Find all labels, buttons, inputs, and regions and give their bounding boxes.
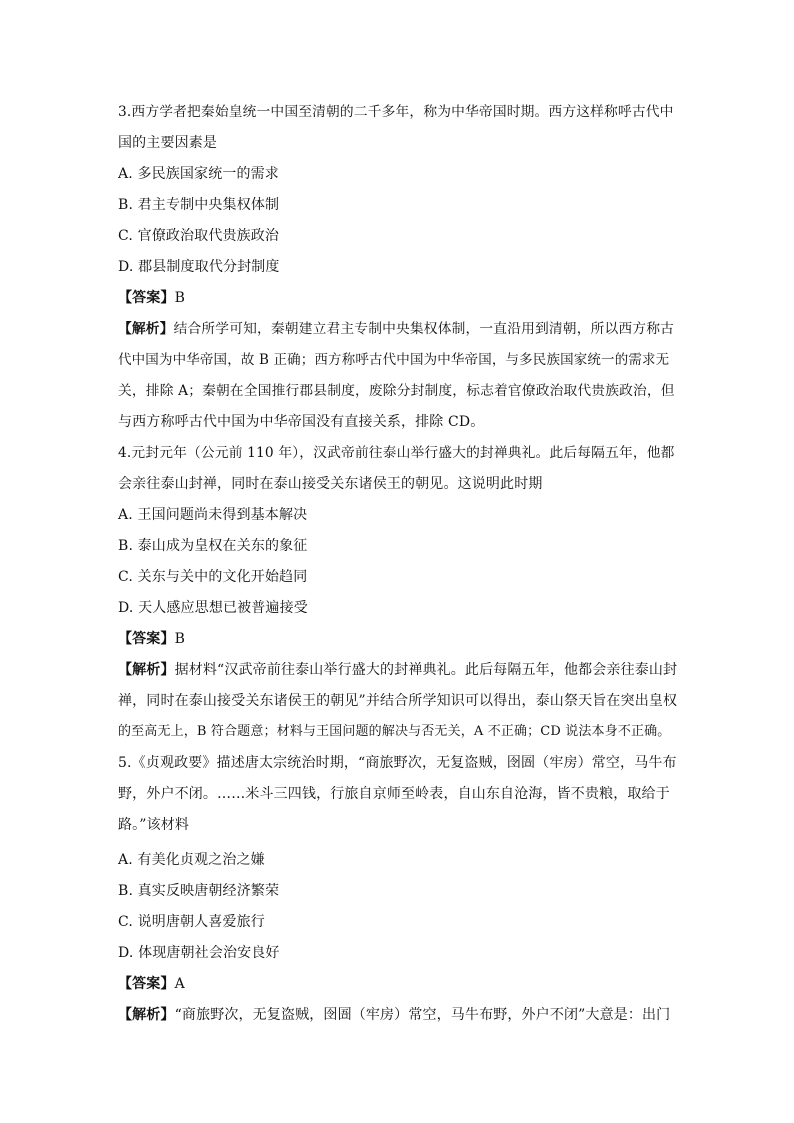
q5-option-d: D. 体现唐朝社会治安良好 [118, 945, 280, 961]
q3-analysis-line-2: 代中国为中华帝国，故 B 正确；西方称呼古代中国为中华帝国，与多民族国家统一的需求无 [118, 352, 670, 368]
answer-value: A [174, 976, 185, 992]
q3-option-a: A. 多民族国家统一的需求 [118, 166, 279, 182]
q3-analysis-line-3: 关，排除 A；秦朝在全国推行郡县制度，废除分封制度，标志着官僚政治取代贵族政治，但 [118, 383, 675, 399]
answer-tag: 【答案】 [118, 976, 175, 992]
q5-stem-line-3: 路。”该材料 [118, 817, 190, 833]
q3-analysis-line-1 [118, 319, 678, 339]
q4-answer [118, 629, 678, 649]
answer-value: B [174, 290, 186, 306]
q3-option-d: D. 郡县制度取代分封制度 [118, 259, 280, 275]
q5-option-c: C. 说明唐朝人喜爱旅行 [118, 914, 265, 930]
q5-analysis-line-1 [118, 1005, 678, 1025]
q5-stem-line-1: 5.《贞观政要》描述唐太宗统治时期，“商旅野次，无复盗贼，囹圄（牢房）常空，马牛布 [118, 755, 677, 771]
q4-analysis-line-3: 的至高无上，B 符合题意；材料与王国问题的解决与否无关，A 不正确；CD 说法本身不正确。 [118, 724, 671, 739]
q3-option-b: B. 君主专制中央集权体制 [118, 197, 280, 213]
q3-analysis-line-4: 与西方称呼古代中国为中华帝国没有直接关系，排除 CD。 [118, 414, 485, 430]
q3-answer [118, 288, 678, 308]
q3-stem-line-1: 3.西方学者把秦始皇统一中国至清朝的二千多年，称为中华帝国时期。西方这样称呼古代中 [118, 104, 674, 120]
q5-option-b: B. 真实反映唐朝经济繁荣 [118, 883, 280, 899]
q3-stem-line-2: 国的主要因素是 [118, 135, 218, 151]
answer-tag: 【答案】 [118, 631, 175, 647]
q4-analysis-line-2: 禅，同时在泰山接受关东诸侯王的朝见”并结合所学知识可以得出，泰山祭天旨在突出皇权 [118, 693, 678, 709]
analysis-tag: 【解析】 [118, 321, 174, 337]
q4-option-a: A. 王国问题尚未得到基本解决 [118, 507, 308, 523]
q4-option-d: D. 天人感应思想已被普遍接受 [118, 600, 308, 616]
analysis-text: 结合所学可知，秦朝建立君主专制中央集权体制，一直沿用到清朝，所以西方称古 [173, 321, 675, 337]
q5-stem-line-2: 野，外户不闭。……米斗三四钱，行旅自京师至岭表，自山东自沧海，皆不贵粮，取给于 [118, 786, 670, 802]
q4-stem-line-1: 4.元封元年（公元前 110 年），汉武帝前往泰山举行盛大的封禅典礼。此后每隔五年，他都 [118, 445, 675, 461]
q3-option-c: C. 官僚政治取代贵族政治 [118, 228, 280, 244]
q5-answer [118, 974, 678, 994]
q4-analysis-line-1 [118, 660, 678, 680]
analysis-tag: 【解析】 [118, 662, 175, 678]
analysis-text: “商旅野次，无复盗贼，囹圄（牢房）常空，马牛布野，外户不闭”大意是：出门 [174, 1007, 671, 1023]
q4-option-b: B. 泰山成为皇权在关东的象征 [118, 538, 308, 554]
answer-tag: 【答案】 [118, 290, 175, 306]
q4-stem-line-2: 会亲往泰山封禅，同时在泰山接受关东诸侯王的朝见。这说明此时期 [118, 476, 543, 492]
q5-option-a: A. 有美化贞观之治之嫌 [118, 852, 265, 868]
analysis-tag: 【解析】 [118, 1007, 175, 1023]
answer-value: B [174, 631, 186, 647]
q4-option-c: C. 关东与关中的文化开始趋同 [118, 569, 308, 585]
analysis-text: 据材料“汉武帝前往泰山举行盛大的封禅典礼。此后每隔五年，他都会亲往泰山封 [174, 662, 678, 678]
